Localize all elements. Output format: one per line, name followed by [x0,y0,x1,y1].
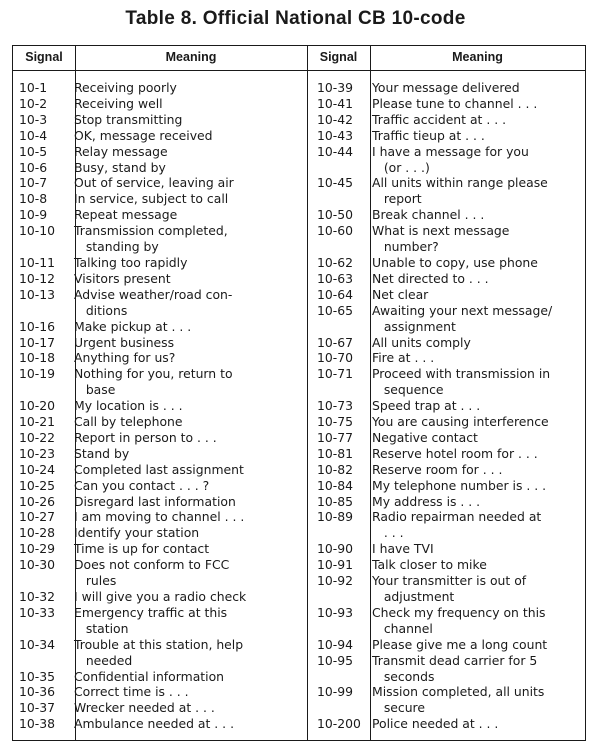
signal-code: 10-1 [19,80,48,95]
signal-meaning: My address is . . . [372,493,481,509]
signal-code: 10-19 [19,366,56,382]
signal-meaning: My location is . . . [74,398,183,414]
signal-code: 10-94 [317,636,354,652]
signal-meaning: Reserve hotel room for . . . [372,445,538,461]
signal-meaning: Traffic accident at . . . [372,111,507,127]
table-row [311,287,577,303]
signal-code: 10-82 [317,461,354,477]
right-column [311,80,577,732]
signal-meaning: I have a message for you (or . . .) [372,143,529,175]
signal-meaning: All units within range please report [372,175,548,207]
signal-code: 10-39 [317,80,354,95]
signal-meaning: I am moving to channel . . . [74,509,245,525]
signal-code: 10-34 [19,636,56,652]
header-meaning-right: Meaning [452,50,503,64]
signal-code: 10-41 [317,95,354,111]
signal-meaning: Your transmitter is out of adjustment [372,573,527,604]
signal-code: 10-3 [19,111,48,127]
signal-meaning: Talk closer to mike [372,557,487,573]
table-row [311,605,577,637]
table-row [13,350,294,366]
cb-code-table [12,45,586,741]
table-row [311,303,577,335]
table-row [311,335,577,351]
table-row [13,191,294,207]
table-row [13,589,294,605]
signal-meaning: Stop transmitting [74,111,183,127]
signal-meaning: Identify your station [74,525,200,541]
table-row [13,144,294,160]
signal-code: 10-60 [317,223,354,239]
table-row [311,541,577,557]
signal-code: 10-5 [19,143,48,159]
table-row [311,573,577,605]
signal-code: 10-18 [19,350,56,366]
table-row [311,350,577,366]
table-row [13,494,294,510]
table-row [13,128,294,144]
signal-meaning: Awaiting your next message/ assignment [372,302,553,334]
signal-code: 10-43 [317,127,354,143]
table-row [13,207,294,223]
signal-code: 10-85 [317,493,354,509]
signal-meaning: Receiving well [74,95,163,111]
signal-code: 10-26 [19,493,56,509]
table-row [311,144,577,176]
signal-code: 10-91 [317,557,354,573]
signal-code: 10-90 [317,541,354,557]
table-row [311,255,577,271]
table-row [13,525,294,541]
signal-meaning: Emergency traffic at this station [74,604,228,636]
table-row [13,319,294,335]
signal-meaning: Report in person to . . . [74,429,217,445]
signal-meaning: Transmit dead carrier for 5 seconds [372,652,538,684]
signal-meaning: Traffic tieup at . . . [372,127,485,143]
signal-code: 10-81 [317,445,354,461]
table-row [311,494,577,510]
table-row [13,541,294,557]
table-row [311,128,577,144]
center-divider [307,46,308,740]
signal-meaning: Speed trap at . . . [372,398,481,414]
signal-meaning: Call by telephone [74,414,183,430]
signal-meaning: Reserve room for . . . [372,461,503,477]
table-row [311,509,577,541]
table-row [311,430,577,446]
signal-code: 10-50 [317,207,354,223]
signal-code: 10-20 [19,398,56,414]
table-row [311,223,577,255]
header-rule [13,70,585,71]
signal-meaning: Radio repairman needed at . . . [372,509,542,541]
signal-code: 10-13 [19,286,56,302]
signal-code: 10-99 [317,684,354,700]
signal-code: 10-28 [19,525,56,541]
signal-code: 10-67 [317,334,354,350]
signal-code: 10-29 [19,541,56,557]
table-row [13,80,294,96]
signal-meaning: Busy, stand by [74,159,166,175]
header-signal-left: Signal [25,50,63,64]
table-row [13,605,294,637]
signal-meaning: Net clear [372,286,429,302]
signal-meaning: You are causing interference [372,414,549,430]
signal-code: 10-24 [19,461,56,477]
table-row [13,160,294,176]
table-row [311,653,577,685]
signal-code: 10-92 [317,573,354,589]
signal-meaning: In service, subject to call [74,191,229,207]
signal-meaning: Receiving poorly [74,80,177,95]
signal-code: 10-27 [19,509,56,525]
signal-code: 10-33 [19,604,56,620]
table-row [13,398,294,414]
table-title: Table 8. Official National CB 10-code [125,8,466,29]
signal-meaning: Your message delivered [372,80,520,95]
signal-meaning: OK, message received [74,127,213,143]
signal-meaning: Please give me a long count [372,636,548,652]
signal-code: 10-200 [317,716,361,732]
signal-code: 10-30 [19,557,56,573]
signal-code: 10-77 [317,429,354,445]
table-row [13,684,294,700]
signal-meaning: All units comply [372,334,471,350]
table-row [311,716,577,732]
table-row [13,716,294,732]
table-row [13,223,294,255]
signal-meaning: Repeat message [74,207,178,223]
signal-meaning: Unable to copy, use phone [372,254,538,270]
signal-meaning: Break channel . . . [372,207,485,223]
table-row [13,462,294,478]
signal-meaning: Nothing for you, return to base [74,366,233,398]
signal-meaning: Proceed with transmission in sequence [372,366,551,398]
signal-meaning: Please tune to channel . . . [372,95,538,111]
signal-meaning: Trouble at this station, help needed [74,636,244,668]
table-row [13,637,294,669]
signal-code: 10-12 [19,270,56,286]
signal-meaning: Make pickup at . . . [74,318,192,334]
signal-meaning: I will give you a radio check [74,589,247,604]
signal-meaning: Anything for us? [74,350,176,366]
table-row [311,80,577,96]
table-row [13,557,294,589]
signal-code: 10-36 [19,684,56,700]
signal-code: 10-32 [19,589,56,604]
table-row [13,669,294,685]
signal-code: 10-93 [317,604,354,620]
signal-code: 10-38 [19,716,56,732]
signal-code: 10-70 [317,350,354,366]
table-row [13,414,294,430]
table-row [13,446,294,462]
table-row [13,96,294,112]
signal-meaning: Fire at . . . [372,350,435,366]
signal-meaning: Can you contact . . . ? [74,477,210,493]
signal-code: 10-44 [317,143,354,159]
table-row [311,684,577,716]
signal-code: 10-9 [19,207,48,223]
signal-code: 10-16 [19,318,56,334]
table-row [311,175,577,207]
signal-meaning: Check my frequency on this channel [372,604,546,636]
signal-meaning: Completed last assignment [74,461,244,477]
signal-code: 10-8 [19,191,48,207]
table-row [13,271,294,287]
signal-meaning: My telephone number is . . . [372,477,547,493]
signal-meaning: Police needed at . . . [372,716,499,732]
signal-meaning: Mission completed, all units secure [372,684,545,716]
signal-code: 10-71 [317,366,354,382]
signal-code: 10-84 [317,477,354,493]
table-row [13,175,294,191]
signal-code: 10-64 [317,286,354,302]
table-row [13,287,294,319]
table-row [311,557,577,573]
signal-meaning: Confidential information [74,668,225,684]
signal-code: 10-63 [317,270,354,286]
table-row [13,430,294,446]
signal-code: 10-73 [317,398,354,414]
signal-meaning: Transmission completed, standing by [74,223,228,255]
table-row [13,478,294,494]
signal-code: 10-4 [19,127,48,143]
table-row [13,112,294,128]
left-column [13,80,294,732]
signal-code: 10-35 [19,668,56,684]
signal-meaning: Visitors present [74,270,171,286]
signal-meaning: Disregard last information [74,493,236,509]
signal-meaning: Stand by [74,445,130,461]
table-row [311,462,577,478]
signal-code: 10-23 [19,445,56,461]
header-signal-right: Signal [319,50,358,64]
header-meaning-left: Meaning [165,50,217,64]
table-row [13,255,294,271]
signal-meaning: What is next message number? [372,223,510,255]
table-row [311,398,577,414]
signal-code: 10-95 [317,652,354,668]
signal-code: 10-2 [19,95,48,111]
signal-code: 10-17 [19,334,56,350]
signal-code: 10-62 [317,254,354,270]
signal-code: 10-21 [19,414,56,430]
signal-meaning: Talking too rapidly [74,254,188,270]
signal-meaning: Ambulance needed at . . . [74,716,235,732]
signal-meaning: Does not conform to FCC rules [74,557,230,589]
signal-meaning: Negative contact [372,429,478,445]
signal-meaning: Correct time is . . . [74,684,189,700]
signal-code: 10-45 [317,175,354,191]
signal-code: 10-10 [19,223,56,239]
signal-meaning: I have TVI [372,541,434,557]
table-row [13,335,294,351]
signal-code: 10-89 [317,509,354,525]
table-row [311,271,577,287]
signal-code: 10-25 [19,477,56,493]
table-row [13,366,294,398]
table-row [13,700,294,716]
signal-code: 10-75 [317,414,354,430]
table-row [311,207,577,223]
signal-code: 10-22 [19,429,56,445]
signal-code: 10-6 [19,159,48,175]
table-row [311,637,577,653]
table-row [311,112,577,128]
signal-code: 10-11 [19,254,56,270]
signal-meaning: Time is up for contact [74,541,210,557]
signal-meaning: Urgent business [74,334,175,350]
signal-code: 10-65 [317,302,354,318]
table-row [311,478,577,494]
signal-meaning: Relay message [74,143,168,159]
signal-code: 10-7 [19,175,48,191]
signal-code: 10-37 [19,700,56,716]
signal-meaning: Wrecker needed at . . . [74,700,215,716]
table-row [13,509,294,525]
signal-meaning: Out of service, leaving air [74,175,234,191]
signal-meaning: Net directed to . . . [372,270,489,286]
table-row [311,414,577,430]
signal-code: 10-42 [317,111,354,127]
table-row [311,366,577,398]
table-row [311,446,577,462]
signal-meaning: Advise weather/road con- ditions [74,286,233,318]
table-row [311,96,577,112]
